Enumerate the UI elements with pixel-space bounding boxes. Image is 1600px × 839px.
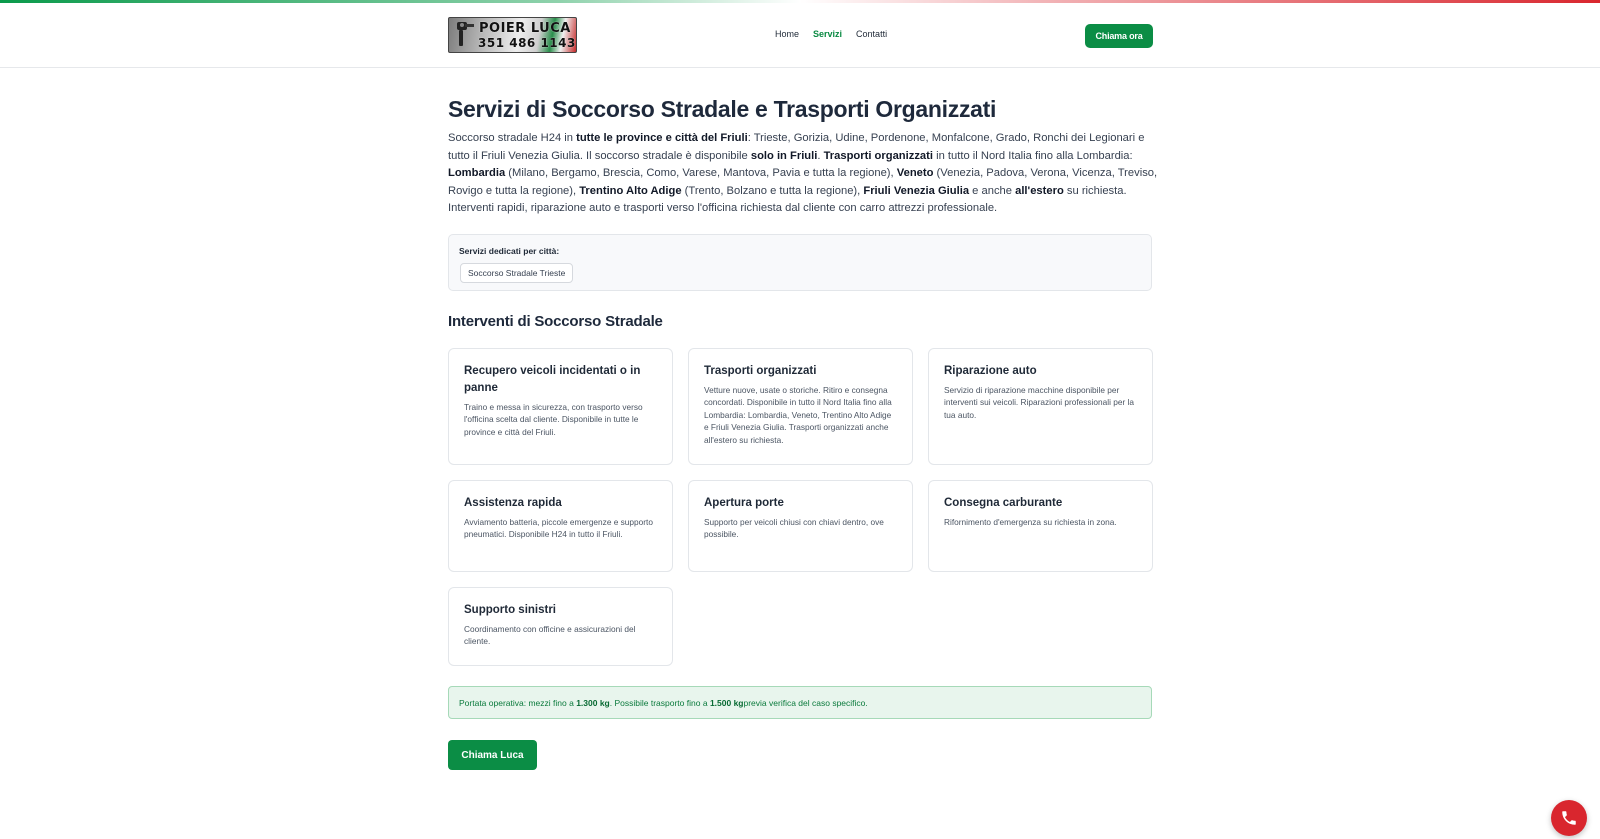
intro-segment: Friuli Venezia Giulia xyxy=(863,184,970,197)
city-services-box xyxy=(448,234,1152,291)
logo-phone: 351 486 1143 xyxy=(478,36,576,50)
service-card-riparazione xyxy=(928,348,1153,465)
notice-text-1: Portata operativa: mezzi fino a xyxy=(459,697,574,708)
service-card-sinistri xyxy=(448,587,673,666)
intro-segment: tutte le province e città del Friuli xyxy=(576,132,748,144)
card-title: Recupero veicoli incidentati o in panne xyxy=(464,365,641,394)
call-now-button[interactable]: Chiama ora xyxy=(1085,24,1153,48)
intro-segment: su richiesta. Interventi rapidi, riparazione auto e trasporti verso l'officina richiesta dal cliente con carro attrezzi professionale. xyxy=(448,184,1127,215)
city-services-label: Servizi dedicati per città: xyxy=(459,246,560,256)
card-desc: Coordinamento con officine e assicurazioni del cliente. xyxy=(464,624,636,647)
card-title: Riparazione auto xyxy=(944,365,1037,377)
intro-segment: e anche xyxy=(969,184,1016,197)
main-nav xyxy=(775,29,887,39)
intro-segment: Trentino Alto Adige xyxy=(579,184,682,197)
intro-segment: Soccorso stradale H24 in xyxy=(448,132,577,144)
intro-segment: . xyxy=(817,149,824,162)
page-title: Servizi di Soccorso Stradale e Trasporti Organizzati xyxy=(448,96,997,122)
card-desc: Avviamento batteria, piccole emergenze e supporto pneumatici. Disponibile H24 in tutto il Friuli. xyxy=(464,517,653,540)
notice-text-2: . Possibile trasporto fino a xyxy=(609,697,708,708)
card-title: Consegna carburante xyxy=(944,497,1063,509)
section-title: Interventi di Soccorso Stradale xyxy=(448,313,663,330)
intro-segment: Veneto xyxy=(896,167,934,180)
card-desc: Servizio di riparazione macchine disponibile per interventi sui veicoli. Riparazioni professionali per la tua auto. xyxy=(944,385,1134,420)
card-title: Apertura porte xyxy=(704,497,784,509)
intro-segment: Trasporti organizzati xyxy=(823,149,933,162)
intro-segment: (Trento, Bolzano e tutta la regione), xyxy=(681,184,864,197)
phone-icon xyxy=(1560,809,1578,827)
city-chip-trieste[interactable]: Soccorso Stradale Trieste xyxy=(460,263,573,283)
logo[interactable] xyxy=(448,17,577,53)
notice-value-1: 1.300 kg xyxy=(576,697,610,708)
intro-segment: (Venezia, Padova, Verona, Vicenza, Treviso, Rovigo e tutta la regione), xyxy=(448,167,1158,197)
floating-call-button[interactable] xyxy=(1551,800,1587,836)
intro-segment: (Milano, Bergamo, Brescia, Como, Varese, Mantova, Pavia e tutta la regione), xyxy=(505,167,897,180)
intro-segment: in tutto il Nord Italia fino alla Lombardia: xyxy=(932,149,1133,162)
card-title: Assistenza rapida xyxy=(464,497,562,509)
logo-name: POIER LUCA xyxy=(479,21,571,36)
nav-contatti[interactable]: Contatti xyxy=(856,29,888,39)
service-card-carburante xyxy=(928,480,1153,572)
card-desc: Vetture nuove, usate o storiche. Ritiro e consegna concordati. Disponibile in tutto il Nord Italia fino alla Lombardia: Lombardia, Veneto, Trentino Alto Adige e Friuli Venezia Giulia. Trasporti organizzati anche all'estero su richiesta. xyxy=(704,385,892,445)
site-header xyxy=(0,3,1600,68)
card-title: Trasporti organizzati xyxy=(704,365,817,377)
card-desc: Supporto per veicoli chiusi con chiavi dentro, ove possibile. xyxy=(704,517,884,540)
notice-value-2: 1.500 kg xyxy=(709,697,744,708)
service-card-trasporti xyxy=(688,348,913,465)
service-card-apertura xyxy=(688,480,913,572)
intro-segment: Lombardia xyxy=(448,167,506,180)
capacity-notice xyxy=(448,686,1152,719)
spray-gun-icon xyxy=(451,20,477,50)
card-title: Supporto sinistri xyxy=(464,604,556,616)
service-card-assistenza xyxy=(448,480,673,572)
nav-home[interactable]: Home xyxy=(775,29,800,39)
intro-segment: all'estero xyxy=(1015,184,1064,197)
service-card-recupero xyxy=(448,348,673,465)
intro-segment: solo in Friuli xyxy=(750,149,818,162)
card-desc: Traino e messa in sicurezza, con trasporto verso l'officina scelta dal cliente. Disponibile in tutte le province e città del Friuli. xyxy=(464,402,643,437)
intro-segment: : Trieste, Gorizia, Udine, Pordenone, Monfalcone, Grado, Ronchi dei Legionari e tutto il Friuli Venezia Giulia. Il soccorso stradale è disponibile xyxy=(448,132,1145,162)
card-desc: Rifornimento d'emergenza su richiesta in zona. xyxy=(944,517,1117,527)
notice-text-3: previa verifica del caso specifico. xyxy=(743,697,868,708)
intro-paragraph xyxy=(448,130,1163,218)
call-luca-button[interactable]: Chiama Luca xyxy=(448,740,537,770)
nav-servizi[interactable]: Servizi xyxy=(813,29,843,39)
